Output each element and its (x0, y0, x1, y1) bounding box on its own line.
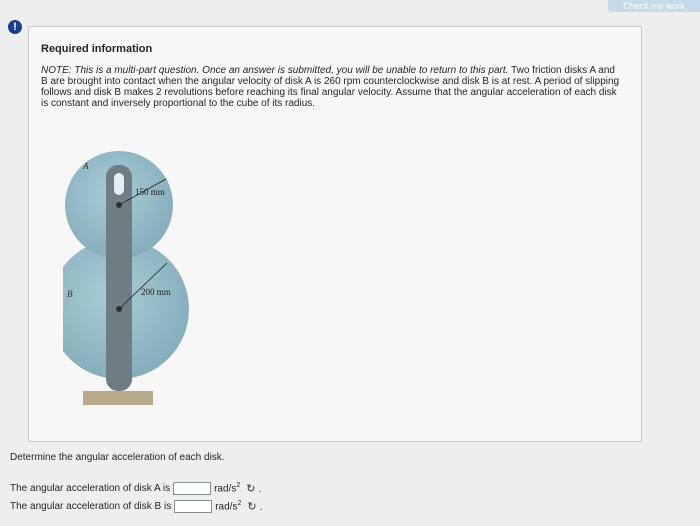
unit-a: rad/$s^2$ (214, 482, 241, 495)
hint-icon-b[interactable]: ↻ . (247, 501, 263, 513)
answer-input-b[interactable] (174, 500, 212, 513)
answer-label-b: The angular acceleration of disk B is (10, 501, 172, 512)
question-text: Determine the angular acceleration of each disk. (10, 452, 225, 463)
friction-disks-figure (63, 139, 203, 409)
required-information-panel (28, 26, 642, 442)
radius-label-b: 200 mm (141, 287, 171, 297)
answer-row-a (10, 482, 262, 495)
alert-icon: ! (8, 20, 22, 34)
answer-row-b (10, 500, 263, 513)
unit-b: rad/$s^2$ (215, 500, 242, 513)
answer-input-a[interactable] (173, 482, 211, 495)
label-disk-b: B (67, 289, 73, 299)
label-disk-a: A (83, 161, 89, 171)
answer-label-a: The angular acceleration of disk A is (10, 483, 171, 494)
check-my-work-button[interactable]: Check my work (608, 0, 700, 12)
radius-label-a: 150 mm (135, 187, 165, 197)
problem-note (41, 65, 621, 109)
panel-title: Required information (41, 43, 153, 55)
support-arm (106, 165, 132, 391)
base-plate (83, 391, 153, 405)
note-body: Two friction disks A and B are brought into contact when the angular velocity of disk A is 260 rpm counterclockwise and disk B is at rest. A period of slipping follows and disk B makes 2 revolutions before reaching its final angular velocity. Assume that the angular acceleration of each disk is constant and inversely proportional to the cube of its radius. (41, 65, 620, 109)
arm-slot (114, 173, 124, 195)
note-lead: NOTE: This is a multi-part question. Once an answer is submitted, you will be unable to return to this part. (41, 65, 509, 76)
hint-icon-a[interactable]: ↻ . (246, 483, 262, 495)
